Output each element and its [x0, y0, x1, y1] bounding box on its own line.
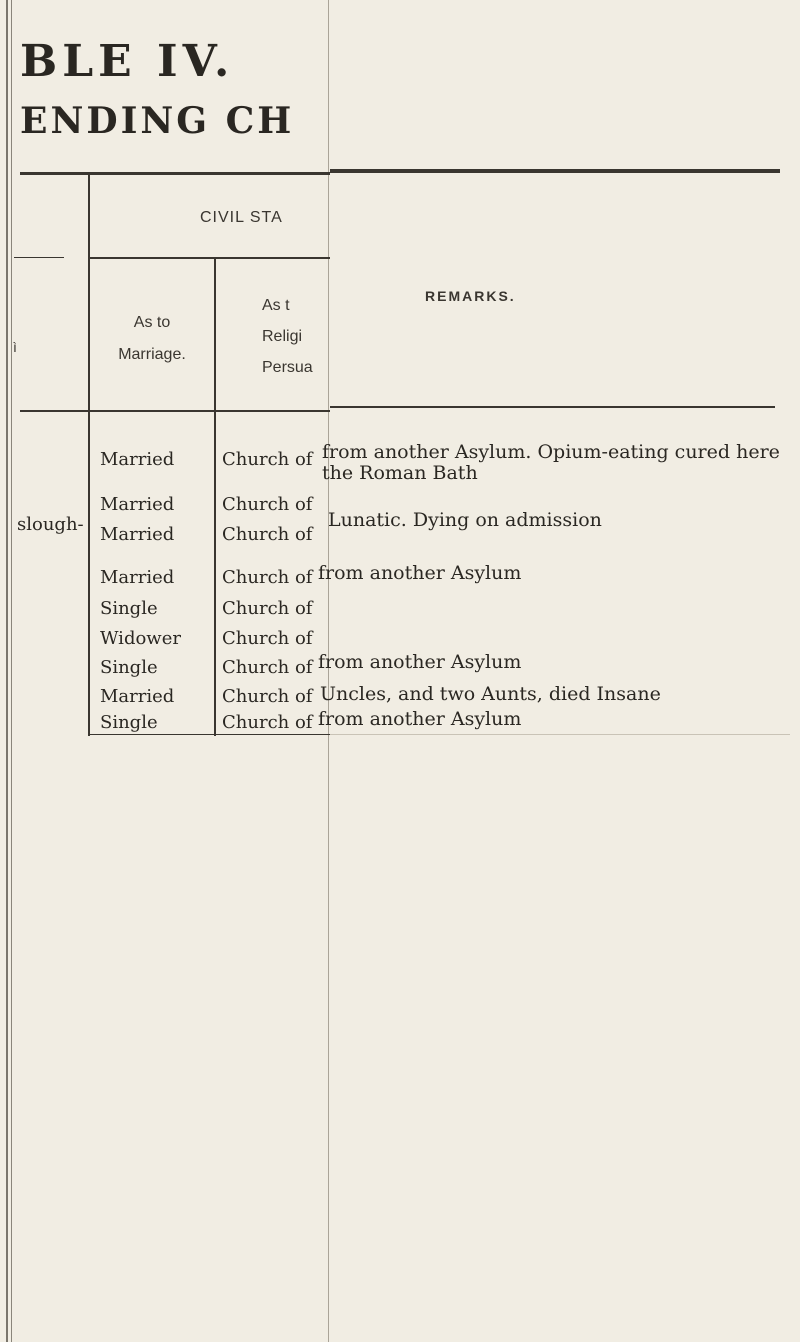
- row-5-marriage: Single: [100, 598, 158, 619]
- left-page-edge: [6, 0, 8, 1342]
- header-left-fragment: ì: [13, 339, 17, 355]
- row-3-religion: Church of: [222, 524, 313, 545]
- header-as-to-marriage: [90, 307, 214, 371]
- row-9-religion: Church of: [222, 712, 313, 733]
- row-1-marriage: Married: [100, 449, 175, 470]
- header-bottom-right: [330, 406, 775, 408]
- row-8-remark: Uncles, and two Aunts, died Insane: [320, 683, 661, 705]
- row-9-marriage: Single: [100, 712, 158, 733]
- column-line-2: [214, 258, 216, 736]
- row-1-remark: from another Asylum. Opium-eating cured here: [322, 441, 780, 463]
- row-5-religion: Church of: [222, 598, 313, 619]
- header-left-stub: [14, 257, 64, 258]
- table-top-border-left: [20, 172, 330, 175]
- row-2-marriage: Married: [100, 494, 175, 515]
- slough-fragment: slough-: [17, 514, 84, 535]
- header-civil-state: CIVIL STA: [200, 209, 283, 226]
- row-4-remark: from another Asylum: [318, 562, 522, 584]
- header-remarks: REMARKS.: [425, 288, 516, 304]
- row-3-remark: Lunatic. Dying on admission: [328, 509, 602, 531]
- table-bottom-border-right: [330, 734, 790, 735]
- row-1-religion: Church of: [222, 449, 313, 470]
- table-subtitle: ENDING CH: [20, 100, 295, 142]
- header-marriage-line1: As to: [133, 314, 171, 331]
- header-subdivide-line: [88, 257, 330, 259]
- row-1-remark-continued: the Roman Bath: [322, 462, 478, 484]
- header-bottom-left: [20, 410, 330, 412]
- header-marriage-line2: Marriage.: [118, 346, 186, 363]
- header-religious-line1: As t: [262, 297, 290, 314]
- row-4-religion: Church of: [222, 567, 313, 588]
- table-bottom-border: [88, 734, 330, 735]
- header-religious-line2: Religi: [262, 328, 303, 345]
- header-religious-line3: Persua: [262, 359, 313, 376]
- row-8-religion: Church of: [222, 686, 313, 707]
- row-7-marriage: Single: [100, 657, 158, 678]
- row-7-remark: from another Asylum: [318, 651, 522, 673]
- row-2-religion: Church of: [222, 494, 313, 515]
- left-rule: [11, 0, 12, 1342]
- row-6-religion: Church of: [222, 628, 313, 649]
- row-9-remark: from another Asylum: [318, 708, 522, 730]
- header-religious-persuasion: [262, 290, 342, 383]
- row-8-marriage: Married: [100, 686, 175, 707]
- row-7-religion: Church of: [222, 657, 313, 678]
- row-4-marriage: Married: [100, 567, 175, 588]
- row-3-marriage: Married: [100, 524, 175, 545]
- table-title: BLE IV.: [20, 36, 235, 87]
- table-top-border-right: [330, 169, 780, 173]
- row-6-marriage: Widower: [100, 628, 181, 649]
